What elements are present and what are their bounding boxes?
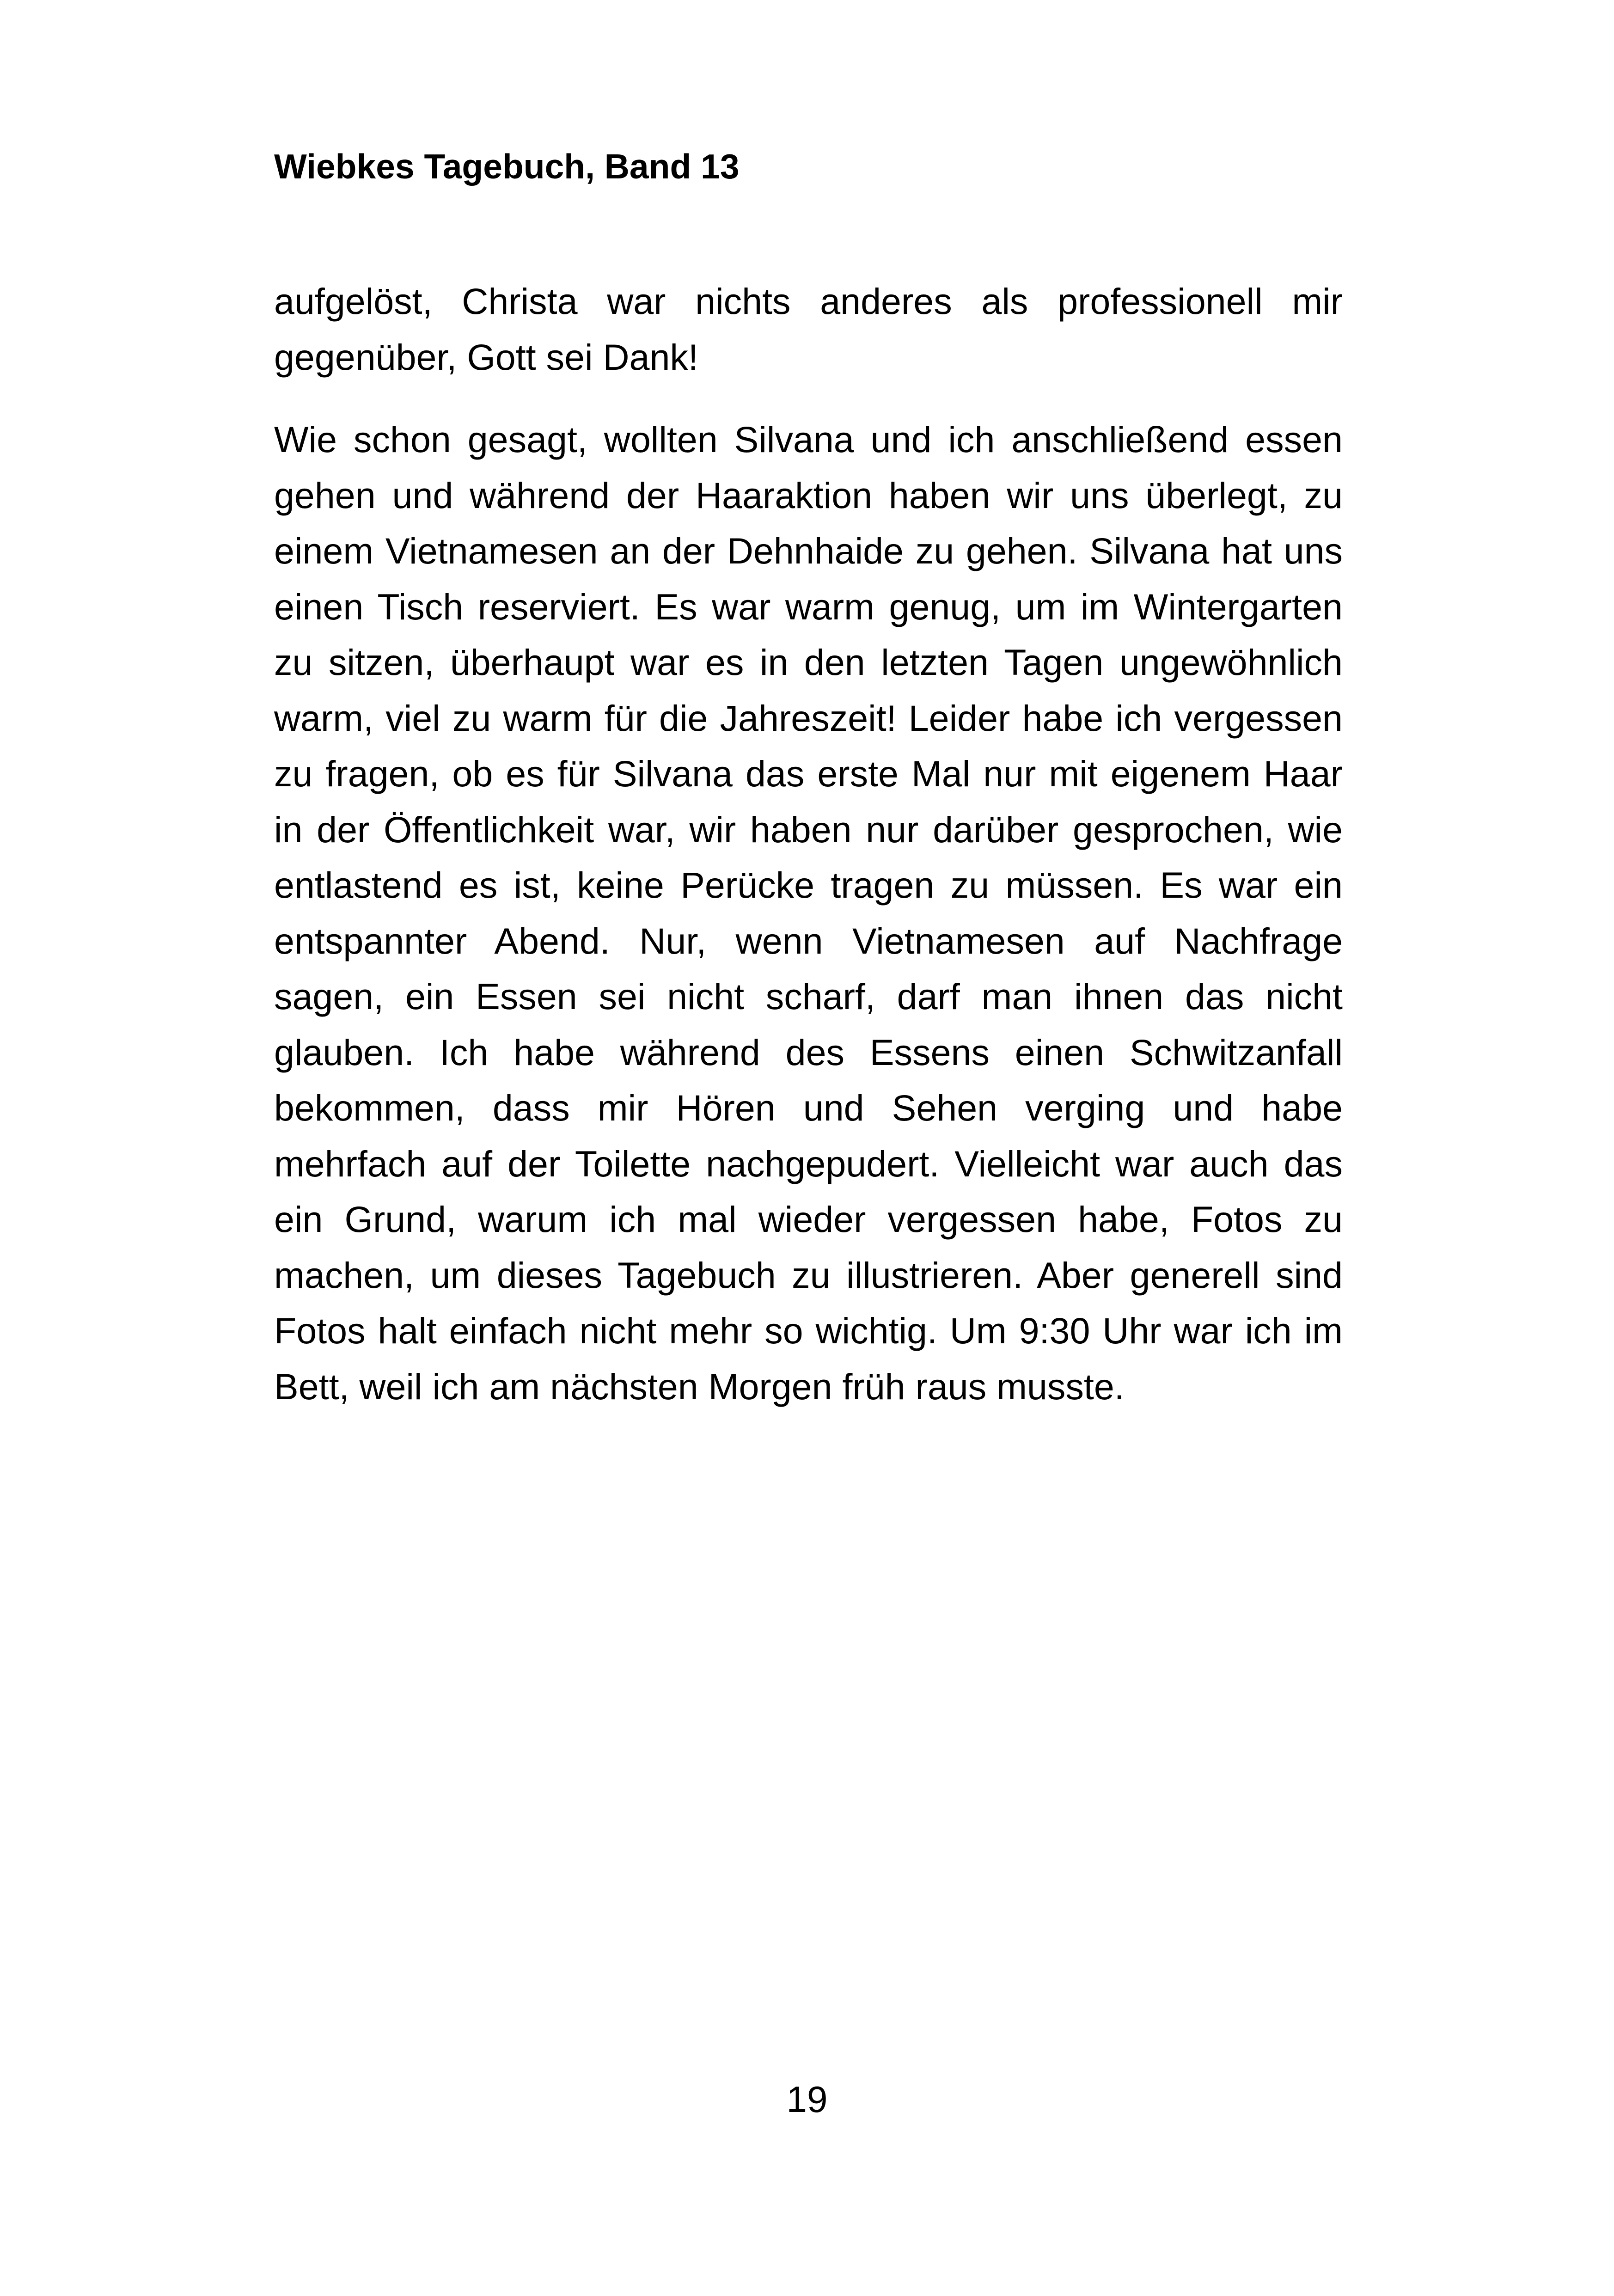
page-number: 19 — [786, 2079, 828, 2120]
body-text — [274, 274, 1343, 1441]
paragraph-2: Wie schon gesagt, wollten Silvana und ich anschließend essen gehen und während der Haaraktion haben wir uns überlegt, zu einem Vietnamesen an der Dehnhaide zu gehen. Silvana hat uns einen Tisch reserviert. Es war warm genug, um im Wintergarten zu sitzen, überhaupt war es in den letzten Tagen ungewöhnlich warm, viel zu warm für die Jahreszeit! Leider habe ich vergessen zu fragen, ob es für Silvana das erste Mal nur mit eigenem Haar in der Öffentlichkeit war, wir haben nur darüber gesprochen, wie entlastend es ist, keine Perücke tragen zu müssen. Es war ein entspannter Abend. Nur, wenn Vietnamesen auf Nachfrage sagen, ein Essen sei nicht scharf, darf man ihnen das nicht glauben. Ich habe während des Essens einen Schwitzanfall bekommen, dass mir Hören und Sehen verging und habe mehrfach auf der Toilette nachgepudert. Vielleicht war auch das ein Grund, warum ich mal wieder vergessen habe, Fotos zu machen, um dieses Tagebuch zu illustrieren. Aber generell sind Fotos halt einfach nicht mehr so wichtig. Um 9:30 Uhr war ich im Bett, weil ich am nächsten Morgen früh raus musste. — [274, 419, 1343, 1407]
paragraph-1: aufgelöst, Christa war nichts anderes als professionell mir gegenüber, Gott sei Dank! — [274, 281, 1343, 378]
running-header-title: Wiebkes Tagebuch, Band 13 — [274, 147, 740, 186]
